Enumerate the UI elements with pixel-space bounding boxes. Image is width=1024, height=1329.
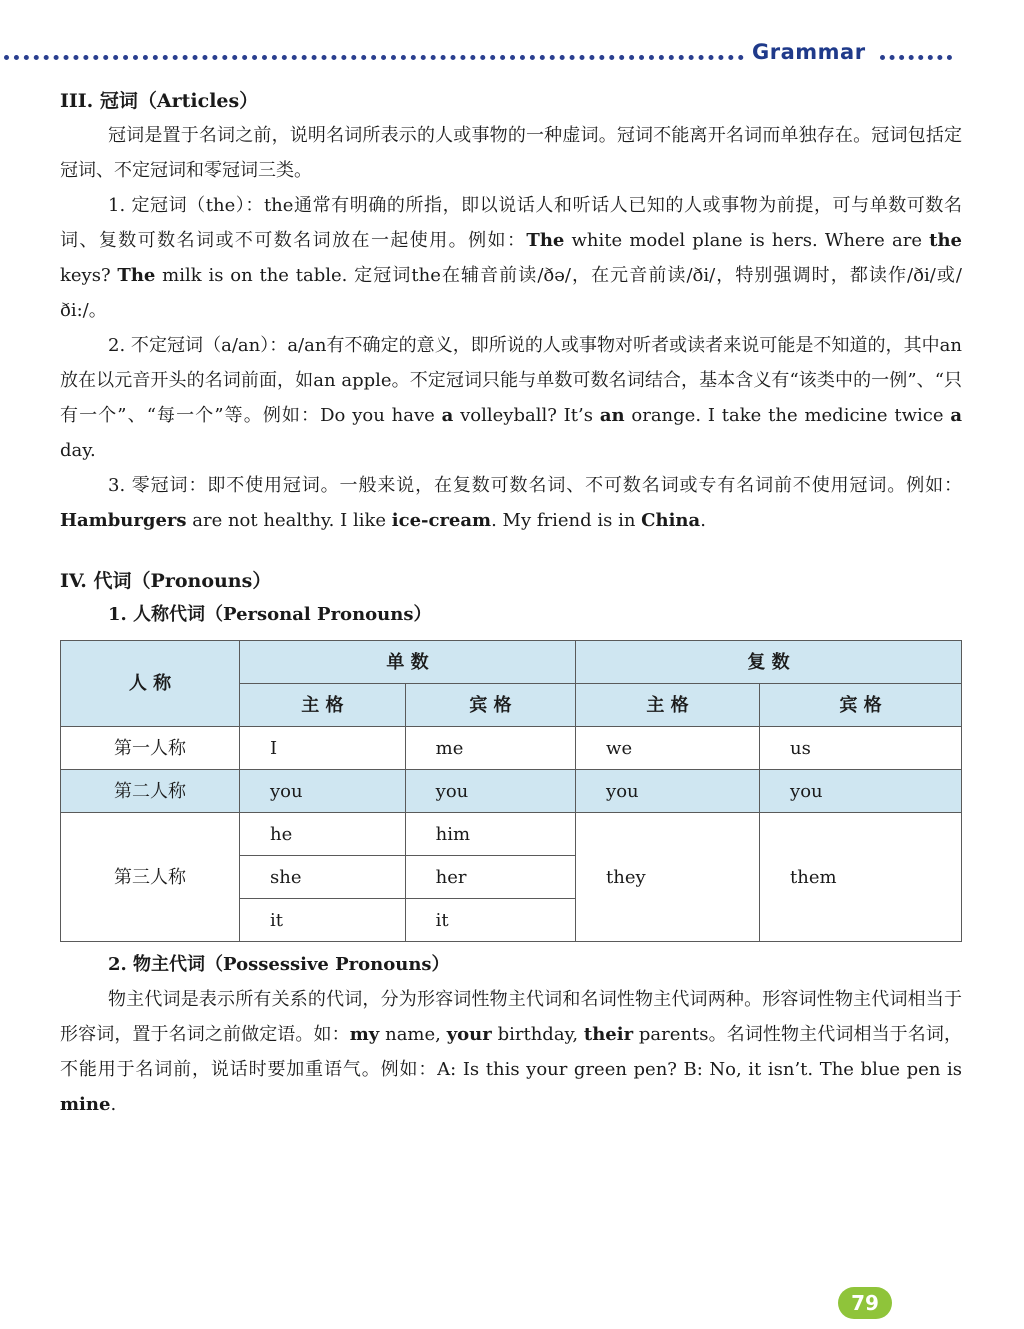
personal-pronouns-table (60, 640, 962, 942)
personal-pronouns-subheading: 1. 人称代词（Personal Pronouns） (108, 604, 432, 625)
row-label: 第三人称 (61, 813, 240, 942)
table-row-second-person (61, 770, 962, 813)
table-cell: she (240, 856, 406, 899)
table-cell: they (576, 813, 760, 942)
table-cell: us (760, 727, 962, 770)
row-label: 第一人称 (61, 727, 240, 770)
indefinite-article-paragraph: 2. 不定冠词（a/an）：a/an有不确定的意义，即所说的人或事物对听者或读者来说可能是不知道的，其中an放在以元音开头的名词前面，如an apple。不定冠词只能与单数可数名词结合，基本含义有“该类中的一例”、“只有一个”、“每一个”等。例如：Do you have a volleyball? It’s an orange. I take the medicine twice a day. (60, 335, 962, 461)
table-cell: it (240, 899, 406, 942)
zero-article-paragraph: 3. 零冠词：即不使用冠词。一般来说，在复数可数名词、不可数名词或专有名词前不使用冠词。例如：Hamburgers are not healthy. I like ice-cream. My friend is in China. (60, 475, 962, 531)
table-cell: her (405, 856, 575, 899)
page-content (60, 84, 962, 1122)
header-dotted-rule-left (4, 55, 744, 60)
articles-heading: III. 冠词（Articles） (60, 90, 259, 112)
possessive-pronouns-subheading: 2. 物主代词（Possessive Pronouns） (108, 954, 450, 975)
table-cell: we (576, 727, 760, 770)
table-row-third-person (61, 813, 962, 856)
header-plural-subjective: 主 格 (576, 684, 760, 727)
header-person: 人 称 (61, 641, 240, 727)
table-cell: you (576, 770, 760, 813)
row-label: 第二人称 (61, 770, 240, 813)
header-singular: 单 数 (240, 641, 576, 684)
header-title: Grammar (752, 40, 866, 64)
table-cell: you (240, 770, 406, 813)
header-plural-objective: 宾 格 (760, 684, 962, 727)
page-header (0, 38, 1024, 68)
articles-intro: 冠词是置于名词之前，说明名词所表示的人或事物的一种虚词。冠词不能离开名词而单独存在。冠词包括定冠词、不定冠词和零冠词三类。 (60, 125, 962, 181)
header-dotted-rule-right (880, 55, 952, 60)
page-number-badge: 79 (838, 1287, 892, 1319)
table-cell: it (405, 899, 575, 942)
table-cell: you (405, 770, 575, 813)
header-singular-subjective: 主 格 (240, 684, 406, 727)
table-row-first-person (61, 727, 962, 770)
table-cell: I (240, 727, 406, 770)
header-singular-objective: 宾 格 (405, 684, 575, 727)
possessive-pronouns-paragraph: 物主代词是表示所有关系的代词，分为形容词性物主代词和名词性物主代词两种。形容词性物主代词相当于形容词，置于名词之前做定语。如：my name, your birthday, their parents。名词性物主代词相当于名词，不能用于名词前，说话时要加重语气。例如：A: Is this your green pen? B: No, it isn’t. The blue pen is mine. (60, 989, 963, 1115)
pronouns-heading: IV. 代词（Pronouns） (60, 570, 272, 592)
header-plural: 复 数 (576, 641, 962, 684)
table-cell: him (405, 813, 575, 856)
table-cell: them (760, 813, 962, 942)
table-cell: me (405, 727, 575, 770)
definite-article-paragraph: 1. 定冠词（the）：the通常有明确的所指，即以说话人和听话人已知的人或事物为前提，可与单数可数名词、复数可数名词或不可数名词放在一起使用。例如：The white model plane is hers. Where are the keys? The milk is on the table. 定冠词the在辅音前读/ðə/，在元音前读/ði/，特别强调时，都读作/ði/或/ði:/。 (60, 195, 962, 321)
table-cell: he (240, 813, 406, 856)
table-cell: you (760, 770, 962, 813)
